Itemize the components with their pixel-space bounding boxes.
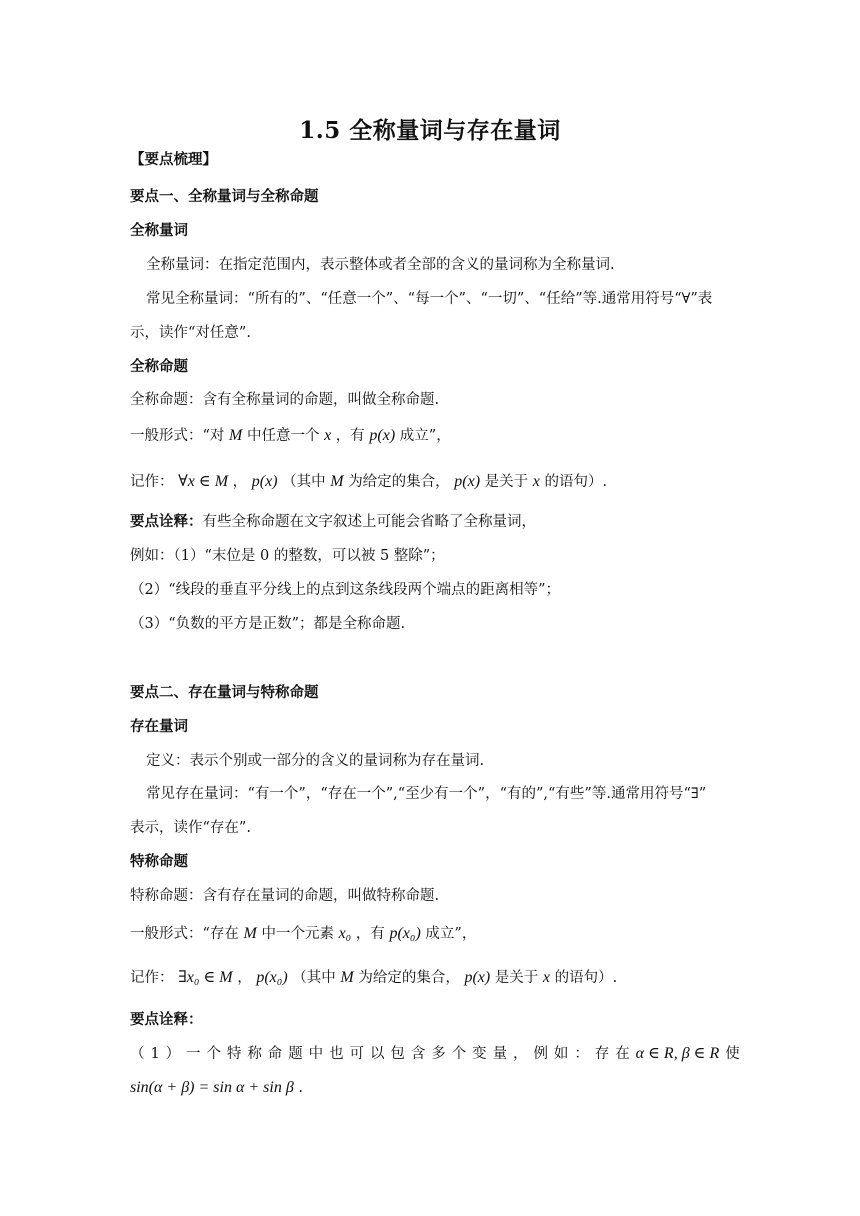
math-expression: p(x)	[251, 473, 278, 490]
char: 个	[451, 1046, 467, 1062]
math-symbol: x	[542, 969, 551, 986]
text-span: 是关于	[494, 970, 539, 986]
char: 变	[472, 1046, 487, 1062]
math-expression: p(x₀)	[256, 969, 288, 986]
explanation-label: 要点诠释：	[130, 513, 203, 530]
page-title: 1.5 全称量词与存在量词	[299, 117, 561, 144]
text-span: 为给定的集合，	[358, 970, 460, 986]
existential-quantifier-definition: 定义：表示个别或一部分的含义的量词称为存在量词.	[146, 753, 485, 769]
char: 使	[725, 1046, 740, 1062]
math-symbol: M	[340, 969, 354, 986]
char: 命	[267, 1046, 283, 1062]
text-span: 的语句）.	[554, 970, 618, 986]
char: 如	[553, 1046, 569, 1062]
math-expression: p(x)	[454, 473, 481, 490]
char: 例	[533, 1046, 548, 1062]
char: 可	[349, 1046, 365, 1062]
universal-general-form	[130, 426, 740, 446]
char: 题	[288, 1046, 303, 1062]
math-expression: p(x)	[369, 427, 396, 444]
math-expression: α ∈ R, β ∈ R	[635, 1045, 720, 1062]
multi-variable-example-line	[130, 1044, 740, 1064]
universal-explanation	[130, 512, 740, 532]
char: 包	[390, 1046, 405, 1062]
math-symbol: x	[532, 473, 540, 490]
char: ，	[513, 1046, 528, 1062]
char: 也	[329, 1046, 344, 1062]
math-expression: p(x₀)	[389, 925, 421, 942]
char: 含	[410, 1046, 426, 1062]
text-span: 一般形式：“存在	[130, 926, 239, 942]
text-span: 成立”，	[399, 428, 451, 444]
text-span: 是关于	[484, 474, 529, 490]
text-span: 中一个元素	[261, 926, 334, 942]
section-summary-heading: 【要点梳理】	[130, 151, 217, 168]
char: 存	[594, 1046, 610, 1062]
text-span: .	[298, 1080, 304, 1096]
text-span: 的语句）.	[544, 474, 608, 490]
char: 特	[226, 1046, 242, 1062]
text-span: ，有	[355, 926, 385, 942]
explanation-text: 有些全称命题在文字叙述上可能会省略了全称量词，	[202, 514, 536, 530]
universal-proposition-heading: 全称命题	[130, 358, 188, 375]
math-symbol: M	[330, 473, 344, 490]
existential-explanation-label: 要点诠释：	[130, 1011, 203, 1028]
sine-formula-line	[130, 1078, 740, 1098]
char: ）	[165, 1046, 181, 1062]
text-span: ，有	[335, 428, 365, 444]
universal-notation	[130, 472, 740, 492]
existential-proposition-definition: 特称命题：含有存在量词的命题，叫做特称命题.	[130, 888, 440, 904]
existential-general-form	[130, 924, 740, 944]
point-two-heading: 要点二、存在量词与特称命题	[130, 684, 319, 701]
universal-proposition-definition: 全称命题：含有全称量词的命题，叫做全称命题.	[130, 392, 440, 408]
char: 一	[186, 1046, 201, 1062]
existential-proposition-heading: 特称命题	[130, 853, 188, 870]
math-symbol: x	[324, 427, 332, 444]
char: ：	[574, 1046, 589, 1062]
universal-quantifier-heading: 全称量词	[130, 222, 188, 239]
text-span: ，	[237, 970, 252, 986]
text-span: 成立”，	[425, 926, 477, 942]
existential-quantifier-common-line2: 表示，读作“存在”.	[130, 820, 251, 836]
math-formula: sin(α + β) = sin α + sin β	[130, 1079, 294, 1096]
example-two: （2）“线段的垂直平分线上的点到这条线段两个端点的距离相等”；	[130, 582, 561, 598]
math-symbol: M	[243, 925, 257, 942]
math-expression: p(x)	[464, 969, 491, 986]
text-span: 为给定的集合，	[348, 474, 450, 490]
universal-quantifier-definition: 全称量词：在指定范围内，表示整体或者全部的含义的量词称为全称量词.	[146, 257, 615, 273]
text-span: 记作：	[130, 474, 174, 490]
text-span: （其中	[292, 970, 336, 986]
char: 1	[150, 1046, 160, 1062]
char: 量	[492, 1046, 508, 1062]
math-symbol: x₀	[338, 925, 352, 942]
text-span: 中任意一个	[246, 428, 320, 444]
char: 个	[206, 1046, 221, 1062]
example-three: （3）“负数的平方是正数”；都是全称命题.	[130, 616, 406, 632]
text-span: ，	[232, 474, 248, 490]
universal-quantifier-common-line1: 常见全称量词：“所有的”、“任意一个”、“每一个”、“一切”、“任给”等.通常用符号“∀”表	[146, 291, 713, 307]
existential-quantifier-common-line1: 常见存在量词：“有一个”，“存在一个”,“至少有一个”，“有的”,“有些”等.通常用符号“∃”	[146, 786, 707, 802]
text-span: （其中	[282, 474, 326, 490]
char: 以	[369, 1046, 385, 1062]
char: 中	[308, 1046, 324, 1062]
math-expression: ∀x ∈ M	[178, 473, 229, 490]
char: 称	[247, 1046, 262, 1062]
math-symbol: M	[229, 427, 243, 444]
text-span: 记作：	[130, 970, 174, 986]
existential-quantifier-heading: 存在量词	[130, 718, 188, 735]
char: （	[130, 1046, 145, 1062]
universal-quantifier-common-line2: 示，读作“对任意”.	[130, 325, 251, 341]
existential-notation	[130, 968, 740, 988]
text-span: 一般形式：“对	[130, 428, 225, 444]
example-one: 例如：（1）“末位是 0 的整数，可以被 5 整除”；	[130, 548, 445, 564]
char: 在	[615, 1046, 630, 1062]
point-one-heading: 要点一、全称量词与全称命题	[130, 188, 319, 205]
char: 多	[431, 1046, 446, 1062]
math-expression: ∃x₀ ∈ M	[178, 969, 233, 986]
